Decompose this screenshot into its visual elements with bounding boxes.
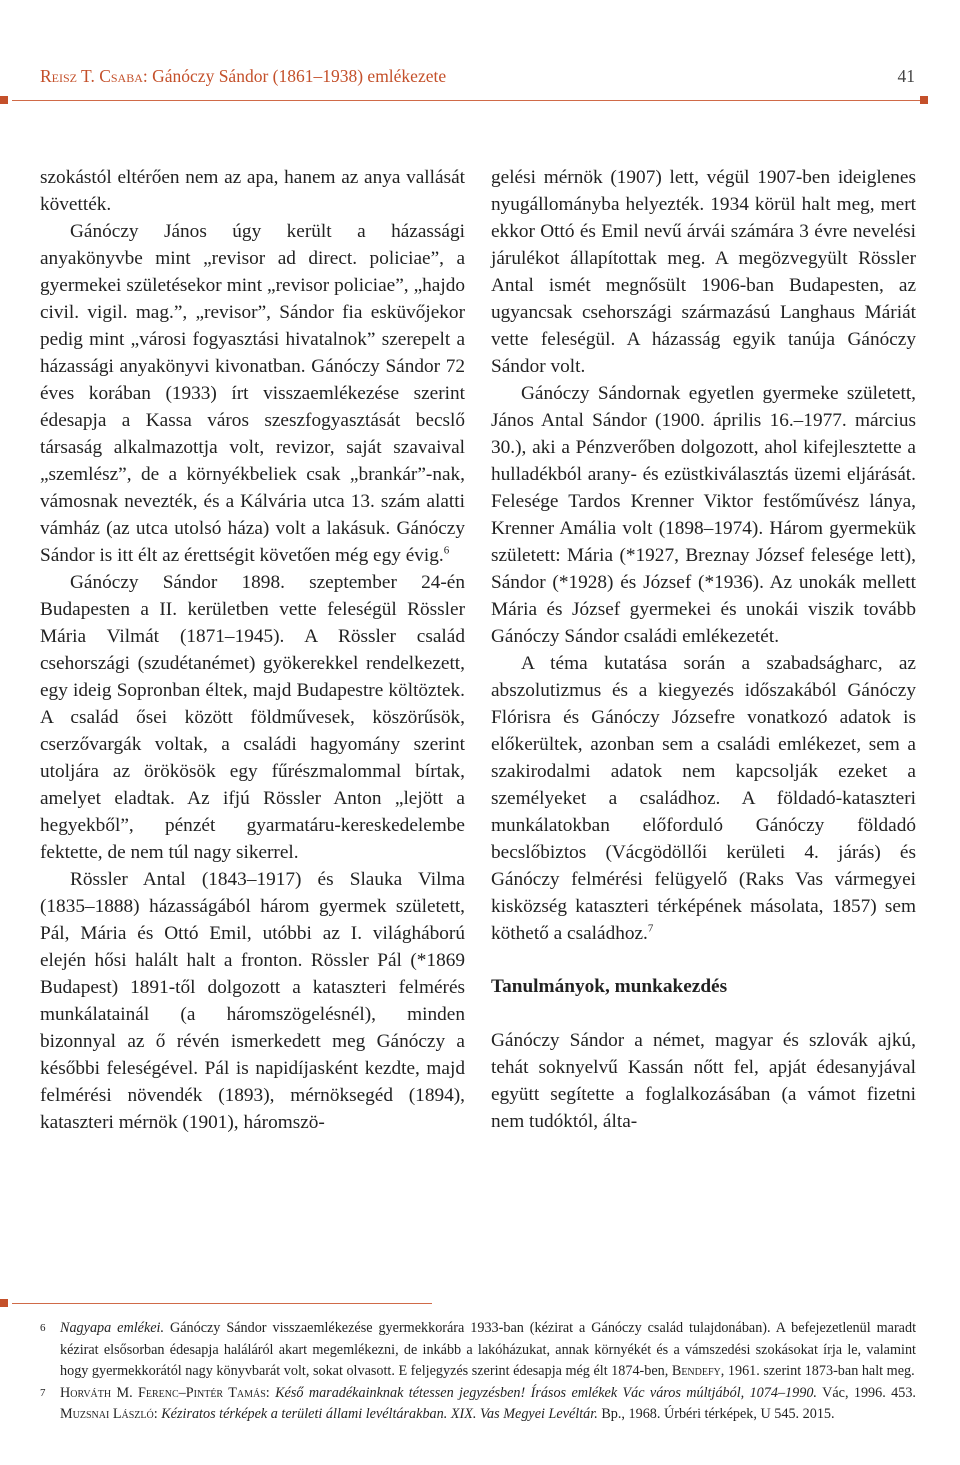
header-rule bbox=[12, 100, 920, 101]
paragraph: gelési mérnök (1907) lett, végül 1907-ben ideiglenes nyugállományba helyezték. 1934 körül halt meg, mert ekkor Ottó és Emil nevű árvái számára 3 évre nevelési járulékot állapítottak meg. A megözvegyült Rössler Antal ismét megnősült 1906-ban Budapesten, az ugyancsak csehországi származású Langhaus Máriát vette feleségül. A házasság egyik tanúja Gánóczy Sándor volt. bbox=[491, 167, 916, 377]
footnote-ref: 6 bbox=[443, 544, 450, 557]
section-heading: Tanulmányok, munkakezdés bbox=[491, 976, 728, 997]
header-author: Reisz T. Csaba bbox=[40, 66, 143, 86]
right-column bbox=[491, 164, 916, 1135]
page-number: 41 bbox=[897, 66, 915, 86]
left-column bbox=[40, 164, 465, 1136]
footnote-6: 6 Nagyapa emlékei. Gánóczy Sándor visszaemlékezése gyermekkorára 1933-ban (kézirat a Gánóczy család tulajdonában). A befejezetlenül maradt kézirat elsősorban édesapja haláláról akart megemlékezni, de inkább a lakóházukat, annak környékét és a vámszedési szokásokat írja le, valamint hogy gyermekkorától nagy könyvbarát volt, sokat olvasott. E feljegyzés szerint édesapja még élt 1874-ben, Bendefy, 1961. szerint 1873-ban halt meg. bbox=[40, 1320, 917, 1379]
header-square-left bbox=[0, 96, 8, 104]
paragraph: Gánóczy Sándor a német, magyar és szlovák ajkú, tehát soknyelvű Kassán nőtt fel, apját édesanyjával együtt segítette a foglalkozásában (a vámot fizetni nem tudóktól, álta- bbox=[491, 1030, 916, 1132]
footnote-square bbox=[0, 1299, 8, 1307]
paragraph: Rössler Antal (1843–1917) és Slauka Vilma (1835–1888) házasságából három gyermek született, Pál, Mária és Ottó Emil, utóbbi az I. világháború elején hősi halált halt a fronton. Rössler Pál (*1869 Budapest) 1891-től dolgozott a kataszteri felmérés munkálatainál (a háromszögelésnél), minden bizonnyal az ő révén ismerkedett meg Gánóczy a későbbi feleségével. Pál is napidíjasként kezdte, majd felmérési növendék (1893), mérnöksegéd (1894), kataszteri mérnök (1901), háromszö- bbox=[40, 869, 465, 1133]
footnote-ref: 7 bbox=[647, 922, 654, 935]
running-header bbox=[40, 66, 915, 87]
paragraph: szokástól eltérően nem az apa, hanem az anya vallását követték. bbox=[40, 167, 465, 215]
paragraph: Gánóczy Sándor 1898. szeptember 24-én Budapesten a II. kerületben vette feleségül Rössler Mária Vilmát (1871–1945). A Rössler család csehországi (szudétanémet) gyökerekkel rendelkezett, egy ideig Sopronban éltek, majd Budapestre költöztek. A család ősei között földművesek, köszörűsök, cserzővargák voltak, a családi hagyomány szerint utoljára az örökösök egy fűrészmalommal bírtak, amelyet eladtak. Az ifjú Rössler Anton „lejött a hegyekből”, pénzét gyarmatáru-kereskedelembe fektette, de nem túl nagy sikerrel. bbox=[40, 572, 465, 863]
footnote-rule bbox=[12, 1303, 432, 1304]
paragraph: A téma kutatása során a szabadságharc, az abszolutizmus és a kiegyezés időszakából Gánóczy Flórisra és Gánóczy Józsefre vonatkozó adatok is előkerültek, azonban sem a családi emlékezet, sem a szakirodalmi adatok nem kapcsolják ezeket a személyeket a családhoz. A földadó-kataszteri munkálatokban előforduló Gánóczy földadó becslőbiztos (Vácgödöllői kerületi 4. járás) és Gánóczy felmérési felügyelő (Raks Vas vármegyei kisközség kataszteri térképének másolata, 1857) sem köthető a családhoz.$^7$ bbox=[491, 653, 916, 944]
footnotes bbox=[40, 1318, 916, 1426]
paragraph: Gánóczy János úgy került a házassági anyakönyvbe mint „revisor ad direct. policiae”, a gyermekei születésekor mint „revisor policiae”, „hajdo civil. vigil. mag.”, „revisor”, Sándor fia esküvőjekor pedig mint „városi fogyasztási hivatalnok” szerepelt a házassági anyakönyvi kivonatban. Gánóczy Sándor 72 éves korában (1933) írt visszaemlékezése szerint édesapja a Kassa város szeszfogyasztását becslő társaság alkalmazottja volt, revizor, saját szavaival „szemlész”, de a környékbeliek csak „brankár”-nak, vámosnak nevezték, és a Kálvária utca 13. szám alatti vámház (az utca utolsó háza) volt a lakásuk. Gánóczy Sándor is itt élt az érettségit követően még egy évig.$^6$ bbox=[40, 221, 465, 566]
footnote-7: 7 Horváth M. Ferenc–Pintér Tamás: Késő maradékainknak tétessen jegyzésben! Írásos emlékek Vác város múltjából, 1074–1990. Vác, 1996. 453. Muzsnai László: Kéziratos térképek a területi állami levéltárakban. XIX. Vas Megyei Levéltár. Bp., 1968. Úrbéri térképek, U 545. 2015. bbox=[40, 1384, 916, 1422]
header-title: : Gánóczy Sándor (1861–1938) emlékezete bbox=[142, 66, 447, 86]
paragraph: Gánóczy Sándornak egyetlen gyermeke született, János Antal Sándor (1900. április 16.–1977. március 30.), aki a Pénzverőben dolgozott, ahol kifejlesztette a hulladékból arany- és ezüstkiválasztás üzemi eljárását. Felesége Tardos Krenner Viktor festőművész lánya, Krenner Amália volt (1898–1974). Három gyermekük született: Mária (*1927, Breznay József felesége lett), Sándor (*1928) és József (*1936). Az unokák mellett Mária és József gyermekei és unokái viszik tovább Gánóczy Sándor családi emlékezetét. bbox=[491, 383, 916, 647]
header-square-right bbox=[920, 96, 928, 104]
